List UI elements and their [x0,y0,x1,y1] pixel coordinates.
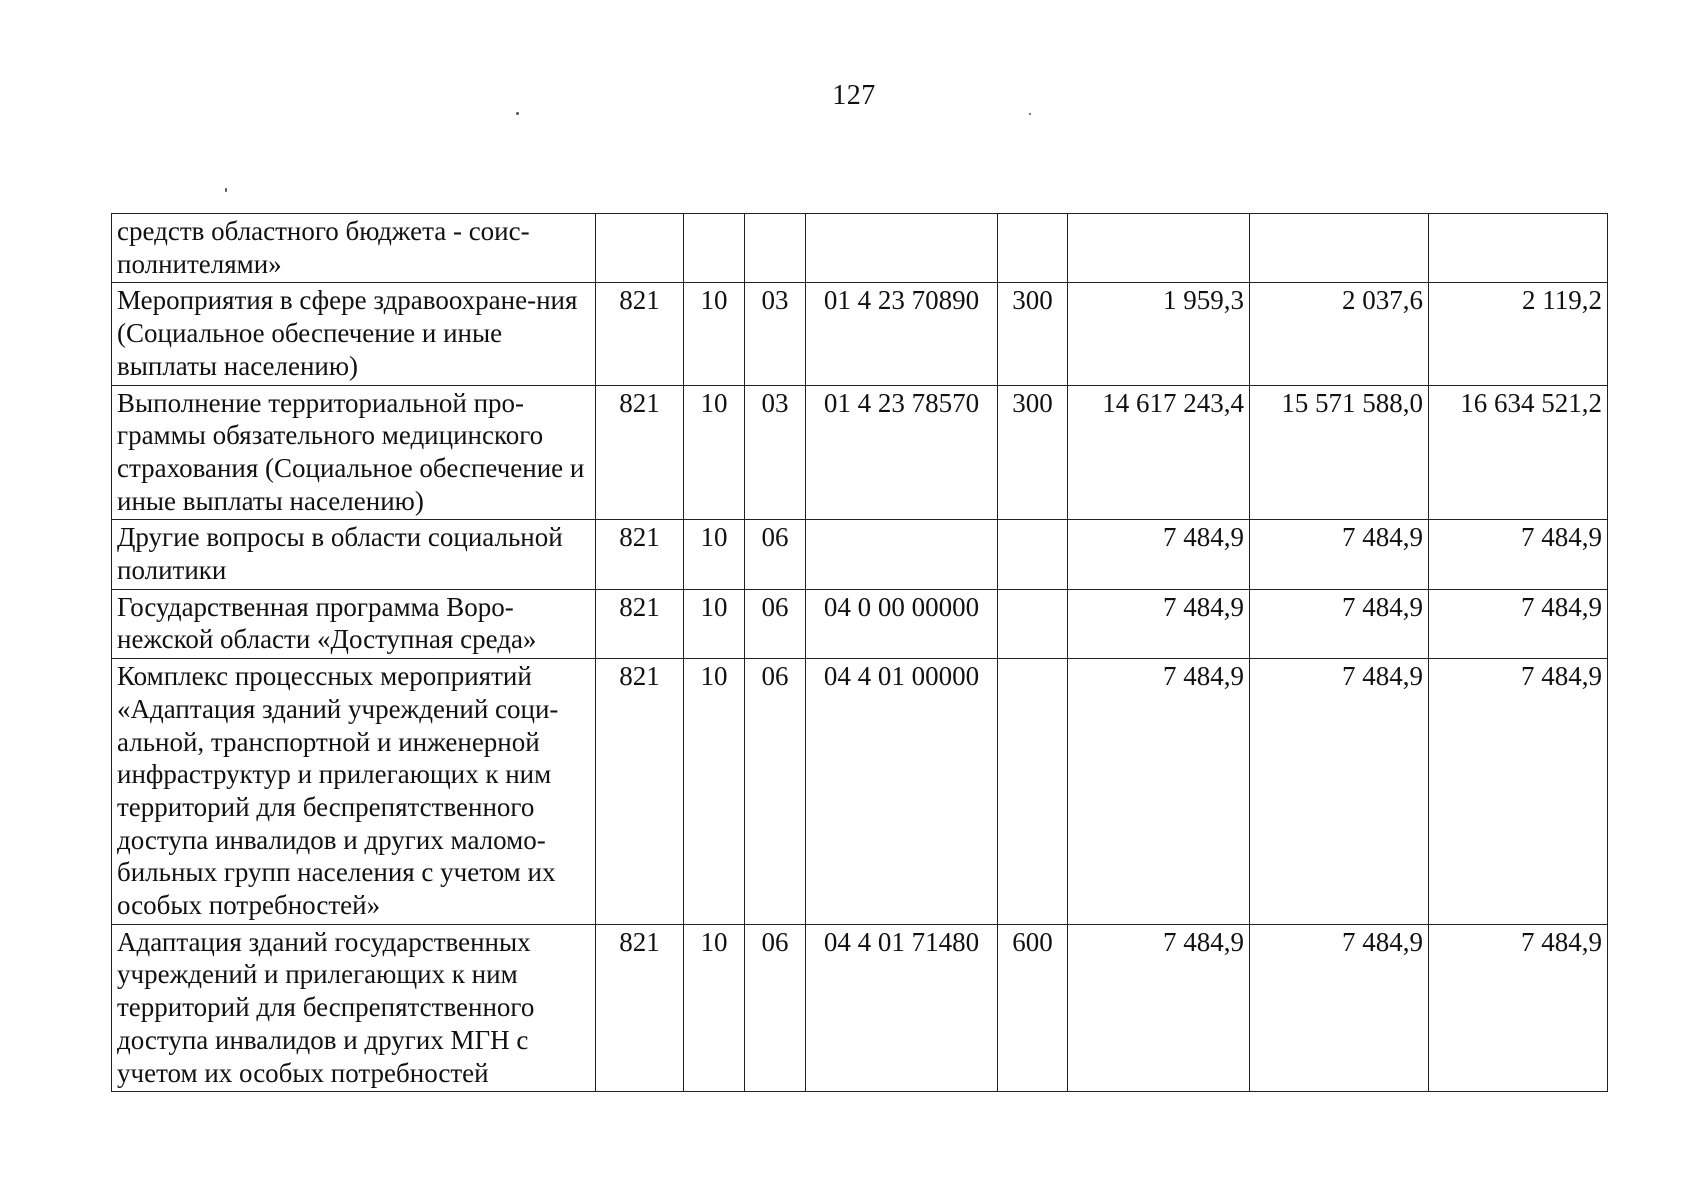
amount-cell-3: 16 634 521,2 [1429,385,1608,520]
expense-type-cell [998,589,1068,658]
target-article-cell: 01 4 23 78570 [806,385,998,520]
amount-cell-3: 2 119,2 [1429,283,1608,385]
expense-type-cell: 600 [998,924,1068,1092]
amount-cell-3: 7 484,9 [1429,659,1608,925]
description-cell: Комплекс процессных мероприятий «Адаптация зданий учреждений соци-альной, транспортной и инженерной инфраструктур и прилегающих к ним территорий для беспрепятственного доступа инвалидов и других маломо-бильных групп населения с учетом их особых потребностей» [112,659,596,925]
ved-code-cell: 821 [596,659,684,925]
amount-cell-3: 7 484,9 [1429,520,1608,589]
description-cell: Мероприятия в сфере здравоохране-ния (Социальное обеспечение и иные выплаты населению) [112,283,596,385]
section-code-cell: 10 [684,924,745,1092]
amount-cell-1: 7 484,9 [1068,924,1250,1092]
scan-speck [1029,113,1031,115]
target-article-cell: 04 0 00 00000 [806,589,998,658]
amount-cell-3 [1429,214,1608,283]
table-row [112,385,1608,520]
budget-table [111,213,1608,1092]
subsection-code-cell: 03 [745,385,806,520]
section-code-cell [684,214,745,283]
expense-type-cell [998,520,1068,589]
ved-code-cell: 821 [596,924,684,1092]
target-article-cell: 04 4 01 00000 [806,659,998,925]
target-article-cell [806,520,998,589]
table-row [112,214,1608,283]
subsection-code-cell: 06 [745,589,806,658]
amount-cell-1: 7 484,9 [1068,659,1250,925]
target-article-cell [806,214,998,283]
amount-cell-1 [1068,214,1250,283]
description-cell: Выполнение территориальной про-граммы обязательного медицинского страхования (Социальное обеспечение и иные выплаты населению) [112,385,596,520]
section-code-cell: 10 [684,385,745,520]
expense-type-cell: 300 [998,385,1068,520]
subsection-code-cell [745,214,806,283]
ved-code-cell: 821 [596,385,684,520]
expense-type-cell: 300 [998,283,1068,385]
amount-cell-2: 7 484,9 [1250,659,1429,925]
description-cell: Адаптация зданий государственных учреждений и прилегающих к ним территорий для беспрепятственного доступа инвалидов и других МГН с учетом их особых потребностей [112,924,596,1092]
ved-code-cell: 821 [596,283,684,385]
amount-cell-2: 7 484,9 [1250,589,1429,658]
ved-code-cell: 821 [596,589,684,658]
table-row [112,589,1608,658]
amount-cell-2: 15 571 588,0 [1250,385,1429,520]
amount-cell-2: 7 484,9 [1250,520,1429,589]
amount-cell-2 [1250,214,1429,283]
page-number: 127 [832,80,876,111]
subsection-code-cell: 06 [745,520,806,589]
scan-speck [225,188,227,192]
amount-cell-3: 7 484,9 [1429,924,1608,1092]
table-body [112,214,1608,1092]
table-row [112,659,1608,925]
table-row [112,283,1608,385]
section-code-cell: 10 [684,283,745,385]
amount-cell-3: 7 484,9 [1429,589,1608,658]
amount-cell-1: 7 484,9 [1068,589,1250,658]
subsection-code-cell: 06 [745,659,806,925]
section-code-cell: 10 [684,520,745,589]
target-article-cell: 04 4 01 71480 [806,924,998,1092]
description-cell: средств областного бюджета - соис-полнителями» [112,214,596,283]
section-code-cell: 10 [684,589,745,658]
ved-code-cell: 821 [596,520,684,589]
table-row [112,520,1608,589]
scan-speck [516,112,519,115]
ved-code-cell [596,214,684,283]
amount-cell-1: 7 484,9 [1068,520,1250,589]
amount-cell-1: 14 617 243,4 [1068,385,1250,520]
amount-cell-1: 1 959,3 [1068,283,1250,385]
section-code-cell: 10 [684,659,745,925]
description-cell: Государственная программа Воро-нежской области «Доступная среда» [112,589,596,658]
table-row [112,924,1608,1092]
amount-cell-2: 2 037,6 [1250,283,1429,385]
amount-cell-2: 7 484,9 [1250,924,1429,1092]
description-cell: Другие вопросы в области социальной политики [112,520,596,589]
subsection-code-cell: 06 [745,924,806,1092]
expense-type-cell [998,214,1068,283]
subsection-code-cell: 03 [745,283,806,385]
target-article-cell: 01 4 23 70890 [806,283,998,385]
expense-type-cell [998,659,1068,925]
